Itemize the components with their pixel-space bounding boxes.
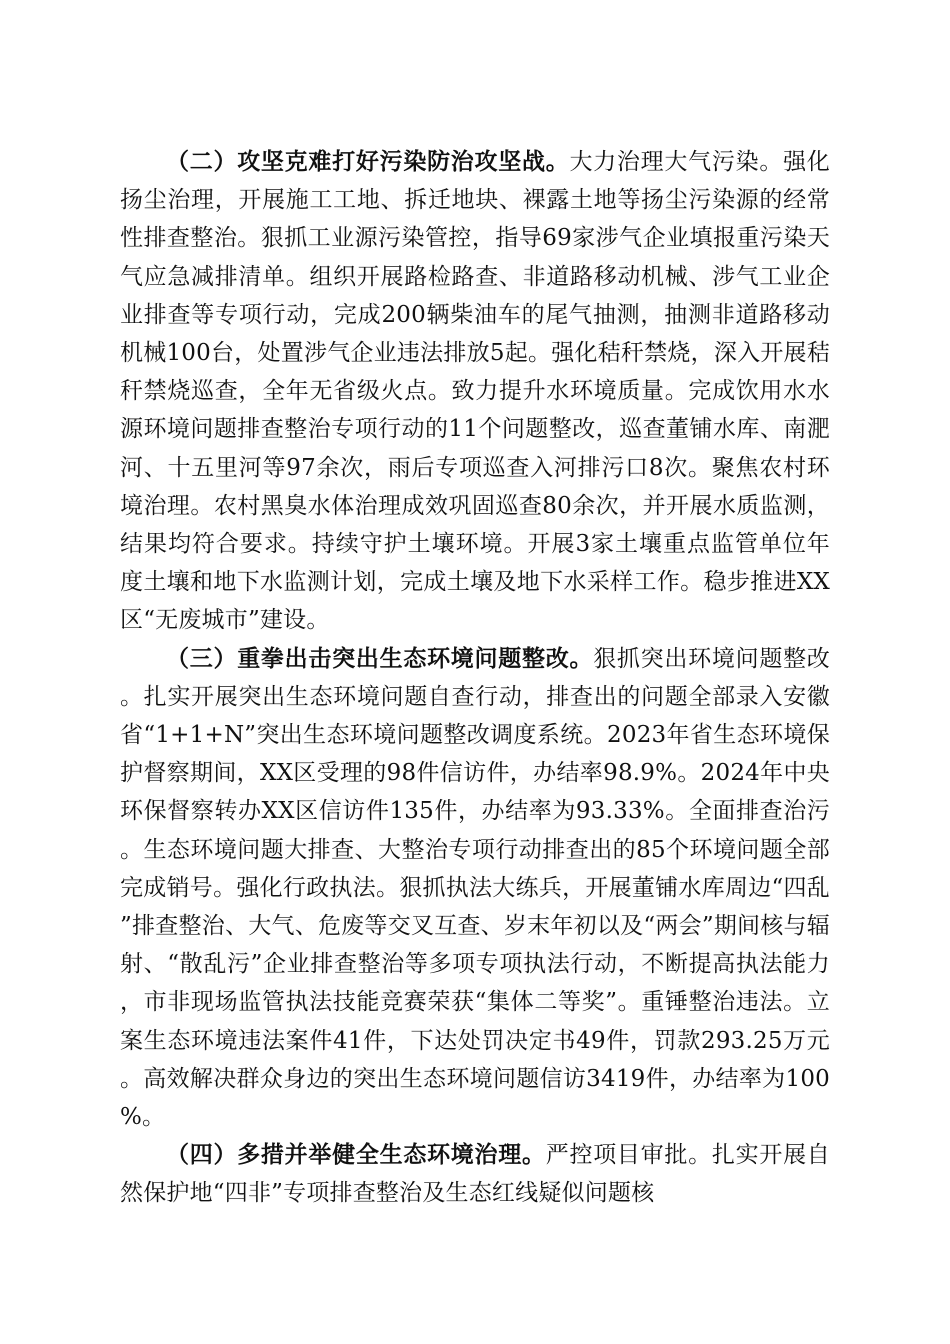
document-body [120,143,830,1213]
paragraph-text: 大力治理大气污染。强化扬尘治理，开展施工工地、拆迁地块、裸露土地等扬尘污染源的经常性排查整治。狠抓工业源污染管控，指导69家涉气企业填报重污染天气应急减排清单。组织开展路检路查、非道路移动机械、涉气工业企业排查等专项行动，完成200辆柴油车的尾气抽测，抽测非道路移动机械100台，处置涉气企业违法排放5起。强化秸秆禁烧，深入开展秸秆禁烧巡查，全年无省级火点。致力提升水环境质量。完成饮用水水源环境问题排查整治专项行动的11个问题整改，巡查董铺水库、南淝河、十五里河等97余次，雨后专项巡查入河排污口8次。聚焦农村环境治理。农村黑臭水体治理成效巩固巡查80余次，并开展水质监测，结果均符合要求。持续守护土壤环境。开展3家土壤重点监管单位年度土壤和地下水监测计划，完成土壤及地下水采样工作。稳步推进XX区“无废城市”建设。 [120,149,830,634]
section-heading: （三）重拳出击突出生态环境问题整改。 [166,644,594,672]
section-heading: （四）多措并举健全生态环境治理。 [166,1141,546,1169]
paragraph-environment-rectification [120,640,830,1137]
paragraph-pollution-prevention [120,143,830,640]
paragraph-text: 严控项目审批。扎实开展自然保护地“四非”专项排查整治及生态红线疑似问题核 [120,1142,830,1207]
section-heading: （二）攻坚克难打好污染防治攻坚战。 [166,148,570,175]
paragraph-ecological-governance [120,1136,830,1212]
paragraph-text: 狠抓突出环境问题整改。扎实开展突出生态环境问题自查行动，排查出的问题全部录入安徽省“1+1+N”突出生态环境问题整改调度系统。2023年省生态环境保护督察期间，XX区受理的98件信访件，办结率98.9%。2024年中央环保督察转办XX区信访件135件，办结率为93.33%。全面排查治污。生态环境问题大排查、大整治专项行动排查出的85个环境问题全部完成销号。强化行政执法。狠抓执法大练兵，开展董铺水库周边“四乱”排查整治、大气、危废等交叉互查、岁末年初以及“两会”期间核与辐射、“散乱污”企业排查整治等多项专项执法行动，不断提高执法能力，市非现场监管执法技能竞赛荣获“集体二等奖”。重锤整治违法。立案生态环境违法案件41件，下达处罚决定书49件，罚款293.25万元。高效解决群众身边的突出生态环境问题信访3419件，办结率为100%。 [120,645,831,1131]
